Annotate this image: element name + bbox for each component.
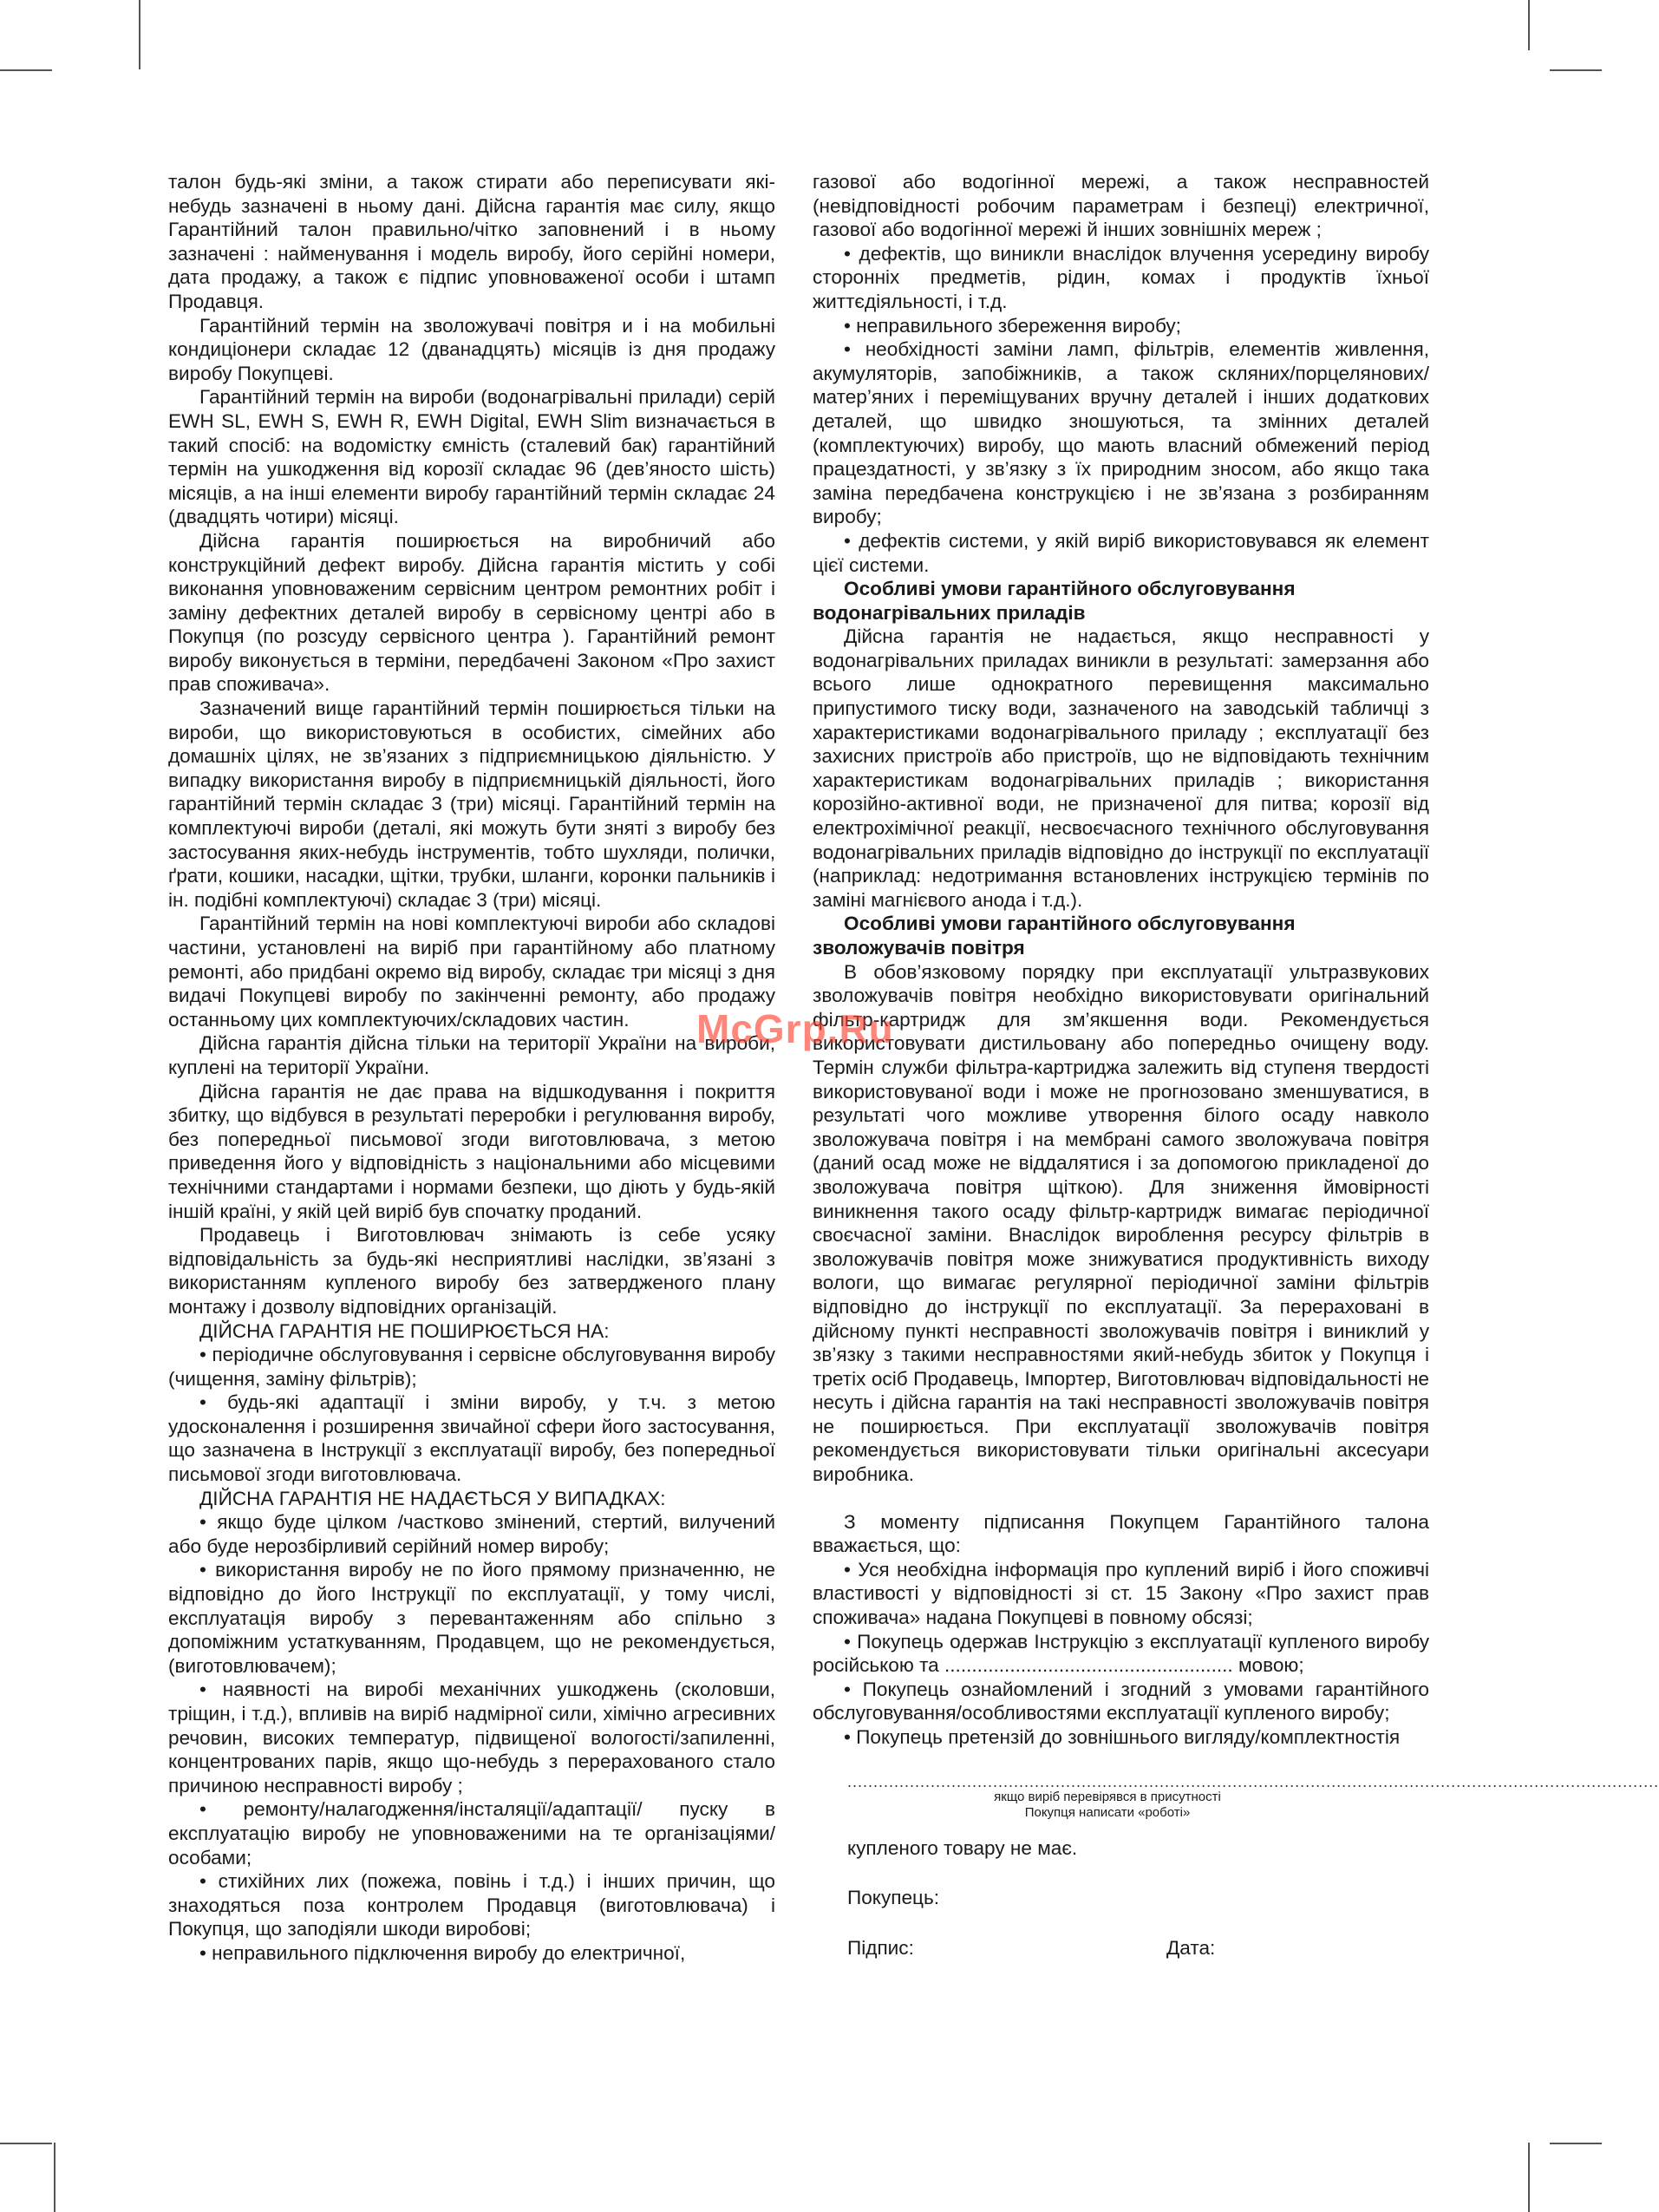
right-column-body [813,170,1429,1750]
bullet-paragraph: • періодичне обслуговування і сервісне обслуговування виробу (чищення, заміну фільтрів); [168,1344,775,1390]
paragraph: Дійсна гарантія не надається, якщо несправності у водонагрівальних приладах виникли в результаті: замерзання або всього лише однократного перевищення максимально припустимого тиску води, зазначеного на заводській табличці з характеристиками водонагрівального приладу ; експлуатації без захисних пристроїв або пристроїв, що не відповідають технічним характеристикам водонагрівальних приладів ; використання корозійно-активної води, не призначеної для питва; корозії від електрохімічної реакції, несвоєчасного технічного обслуговування водонагрівальних приладів відповідно до інструкції по експлуатації (наприклад: недотримання встановлених інструкцією термінів по заміні магнієвого анода і т.д.). [813,625,1429,911]
paragraph: талон будь-які зміни, а також стирати або переписувати які-небудь зазначені в ньому дані. Дійсна гарантія має силу, якщо Гарантійний талон правильно/чітко заповнений і в ньому зазначені : найменування і модель виробу, його серійні номери, дата продажу, а також є підпис уповноваженої особи і штамп Продавця. [168,171,775,312]
sign-label: Підпис: [847,1936,914,1959]
paragraph: В обов’язковому порядку при експлуатації ультразвукових зволожувачів повітря необхідно використовувати оригінальний фільтр-картридж для зм’якшення води. Рекомендується використовувати дистильовану або попередньо очищену воду. Термін служби фільтра-картриджа залежить від ступеня твердості використовуваної води і може не прогнозовано зменшуватися, в результаті чого можливе утворення білого осаду навколо зволожувача повітря і на мембрані самого зволожувача повітря (даний осад може не віддалятися і за допомогою прикладеної до зволожувача повітря щіткою). Для зниження ймовірності виникнення такого осаду фільтр-картридж вимагає періодичної своєчасної заміни. Внаслідок вироблення ресурсу фільтрів в зволожувачів повітря може знижуватися продуктивність виходу вологи, що вимагає регулярної періодичної заміни фільтрів відповідно до інструкції по експлуатації. За перераховані в дійсному пункті несправності зволожувачів повітря і виниклий у зв’язку з такими несправностями який-небудь збиток у Покупця і третіх осіб Продавець, Імпортер, Виготовлювач відповідальності не несуть і дійсна гарантія на такі несправності зволожувачів повітря не поширюється. При експлуатації зволожувачів повітря рекомендується використовувати тільки оригінальні аксесуари виробника. [813,960,1429,1486]
bullet-paragraph: • будь-які адаптації і зміни виробу, у т.ч. з метою удосконалення і розширення звичайної сфери його застосування, що зазначена в Інструкції з експлуатації виробу, без попередньої письмової згоди виготовлювача. [168,1391,775,1486]
paragraph: З моменту підписання Покупцем Гарантійного талона вважається, що: [813,1510,1429,1557]
bullet-paragraph: • дефектів, що виникли внаслідок влучення усередину виробу сторонніх предметів, рідин, комах і продуктів їхньої життєдіяльності, і т.д. [813,242,1429,312]
dotted-line: ............................................................................................................................................................ [847,1772,1659,1790]
right-text-column [813,170,1659,1960]
left-text-column [168,170,775,1966]
inspection-note-line1: якщо виріб перевірявся в присутності [994,1789,1221,1804]
crop-mark [1550,2143,1602,2144]
signature-row [847,1936,1368,1960]
bullet-paragraph: • неправильного підключення виробу до електричної, [199,1941,686,1964]
bullet-paragraph: • стихійних лих (пожежа, повінь і т.д.) і інших причин, що знаходяться поза контролем Продавця (виготовлювача) і Покупця, що заподіяли шкоди виробові; [168,1870,775,1940]
crop-mark [1550,69,1602,71]
watermark: McGrp.Ru [696,1006,894,1051]
inspection-note-line2: Покупця написати «роботі» [1024,1804,1191,1820]
paragraph: Дійсна гарантія поширюється на виробничий або конструкційний дефект виробу. Дійсна гарантія містить у собі виконання уповноваженим сервісним центром ремонтних робіт і заміну дефектних деталей виробу в сервісному центрі або в Покупця (по розсуду сервісного центра ). Гарантійний ремонт виробу виконується в терміни, передбачені Законом «Про захист прав споживача». [168,529,775,696]
bullet-paragraph: • Уся необхідна інформація про куплений виріб і його споживчі властивості у відповідності зі ст. 15 Закону «Про захист прав споживача» надана Покупцеві в повному обсязі; [813,1558,1429,1629]
bullet-paragraph: • дефектів системи, у якій виріб використовувався як елемент цієї системи. [813,529,1429,576]
bullet-paragraph: • якщо буде цілком /частково змінений, стертий, вилучений або буде нерозбірливий серійний номер виробу; [168,1511,775,1557]
paragraph: Гарантійний термін на зволожувачі повітря и і на мобильні кондиціонери складає 12 (дванадцять) місяців із дня продажу виробу Покупцеві. [168,314,775,384]
crop-mark [54,2143,56,2212]
bullet-paragraph: • Покупець ознайомлений і згодний з умовами гарантійного обслуговування/особливостями експлуатації купленого виробу; [813,1678,1429,1724]
crop-mark [0,2143,52,2144]
paragraph: Гарантійний термін на вироби (водонагрівальні прилади) серій EWH SL, EWH S, EWH R, EWH Digital, EWH Slim визначається в такий спосіб: на водомістку ємність (сталевий бак) гарантійний термін на ушкодження від корозії складає 96 (дев’яносто шість) місяців, а на інші елементи виробу гарантійний термін складає 24 (двадцять чотири) місяці. [168,386,775,528]
no-claims-text: купленого товару не має. [847,1836,1078,1859]
bullet-paragraph: • Покупець одержав Інструкцію з експлуатації купленого виробу російською та ..................................................... мовою; [813,1630,1429,1677]
paragraph: Зазначений вище гарантійний термін поширюється тільки на вироби, що використовуються в особистих, сімейних або домашніх цілях, не зв’язаних з підприємницькою діяльністю. У випадку використання виробу в підприємницькій діяльності, його гарантійний термін складає 3 (три) місяці. Гарантійний термін на комплектуючі вироби (деталі, які можуть бути зняті з виробу без застосування яких-небудь інструментів, тобто шухляди, полички, ґрати, кошики, насадки, щітки, трубки, шланги, коронки пальників і ін. подібні комплектуючі) складає 3 (три) місяці. [168,697,775,911]
crop-mark [139,0,140,69]
spacer [813,1487,1429,1510]
caps-heading: ДІЙСНА ГАРАНТІЯ НЕ ПОШИРЮЄТЬСЯ НА: [199,1319,610,1342]
paragraph: Продавець і Виготовлювач знімають із себе усяку відповідальність за будь-які несприятливі наслідки, зв’язані з використанням купленого виробу без затвердженого плану монтажу і дозволу відповідних організацій. [168,1224,775,1318]
section-heading: Особливі умови гарантійного обслуговування зволожувачів повітря [813,913,1296,959]
bullet-paragraph: • необхідності заміни ламп, фільтрів, елементів живлення, акумуляторів, запобіжників, а також скляних/порцелянових/матер’яних і переміщуваних вручну деталей і інших додаткових деталей, що швидко зношуються, та змінних деталей (комплектуючих) виробу, що мають власний обмежений період працездатності, у зв’язку з їх природним зносом, або якщо така заміна передбачена конструкцією і не зв’язана з розбиранням виробу; [813,338,1429,528]
bullet-paragraph: • неправильного збереження виробу; [844,314,1181,337]
section-heading: Особливі умови гарантійного обслуговування водонагрівальних приладів [813,578,1296,624]
caps-heading: ДІЙСНА ГАРАНТІЯ НЕ НАДАЄТЬСЯ У ВИПАДКАХ: [199,1487,666,1509]
paragraph: Гарантійний термін на нові комплектуючі вироби або складові частини, установлені на виріб при гарантійному або платному ремонті, або придбані окремо від виробу, складає три місяці з дня видачі Покупцеві виробу по закінченні ремонту, або продажу останньому цих комплектуючих/складових частин. [168,913,775,1031]
buyer-label: Покупець: [847,1887,940,1909]
paragraph: газової або водогінної мережі, а також несправностей (невідповідності робочим параметрам і безпеці) електричної, газової або водогінної мережі й інших зовнішніх мереж ; [813,171,1429,241]
crop-mark [1528,0,1530,50]
bullet-paragraph: • Покупець претензій до зовнішнього вигляду/комплектностія [844,1726,1401,1748]
bullet-paragraph: • ремонту/налагодження/інсталяції/адаптації/ пуску в експлуатацію виробу не уповноваженими на те організаціями/особами; [168,1798,775,1868]
bullet-paragraph: • наявності на виробі механічних ушкоджень (сколовши, тріщин, і т.д.), впливів на виріб надмірної сили, хімічно агресивних речовин, високих температур, підвищеної вологості/запиленні, концентрованих парів, якщо що-небудь з перерахованого стало причиною несправності виробу ; [168,1679,775,1796]
paragraph: Дійсна гарантія дійсна тільки на території України на вироби, куплені на території України. [168,1032,775,1078]
paragraph: Дійсна гарантія не дає права на відшкодування і покриття збитку, що відбувся в результаті переробки і регулювання виробу, без попередньої письмової згоди виготовлювача, з метою приведення його у відповідність з національними або місцевими технічними стандартами і нормами безпеки, що діють у будь-якій іншій країні, у якій цей виріб був спочатку проданий. [168,1080,775,1222]
date-label: Дата: [1166,1936,1216,1959]
crop-mark [1528,2143,1530,2212]
crop-mark [0,69,52,71]
bullet-paragraph: • використання виробу не по його прямому призначенню, не відповідно до його Інструкції по експлуатації, у тому числі, експлуатація виробу з перевантаженням або спільно з допоміжним устаткуванням, Продавцем, що не рекомендується, (виготовлювачем); [168,1559,775,1677]
